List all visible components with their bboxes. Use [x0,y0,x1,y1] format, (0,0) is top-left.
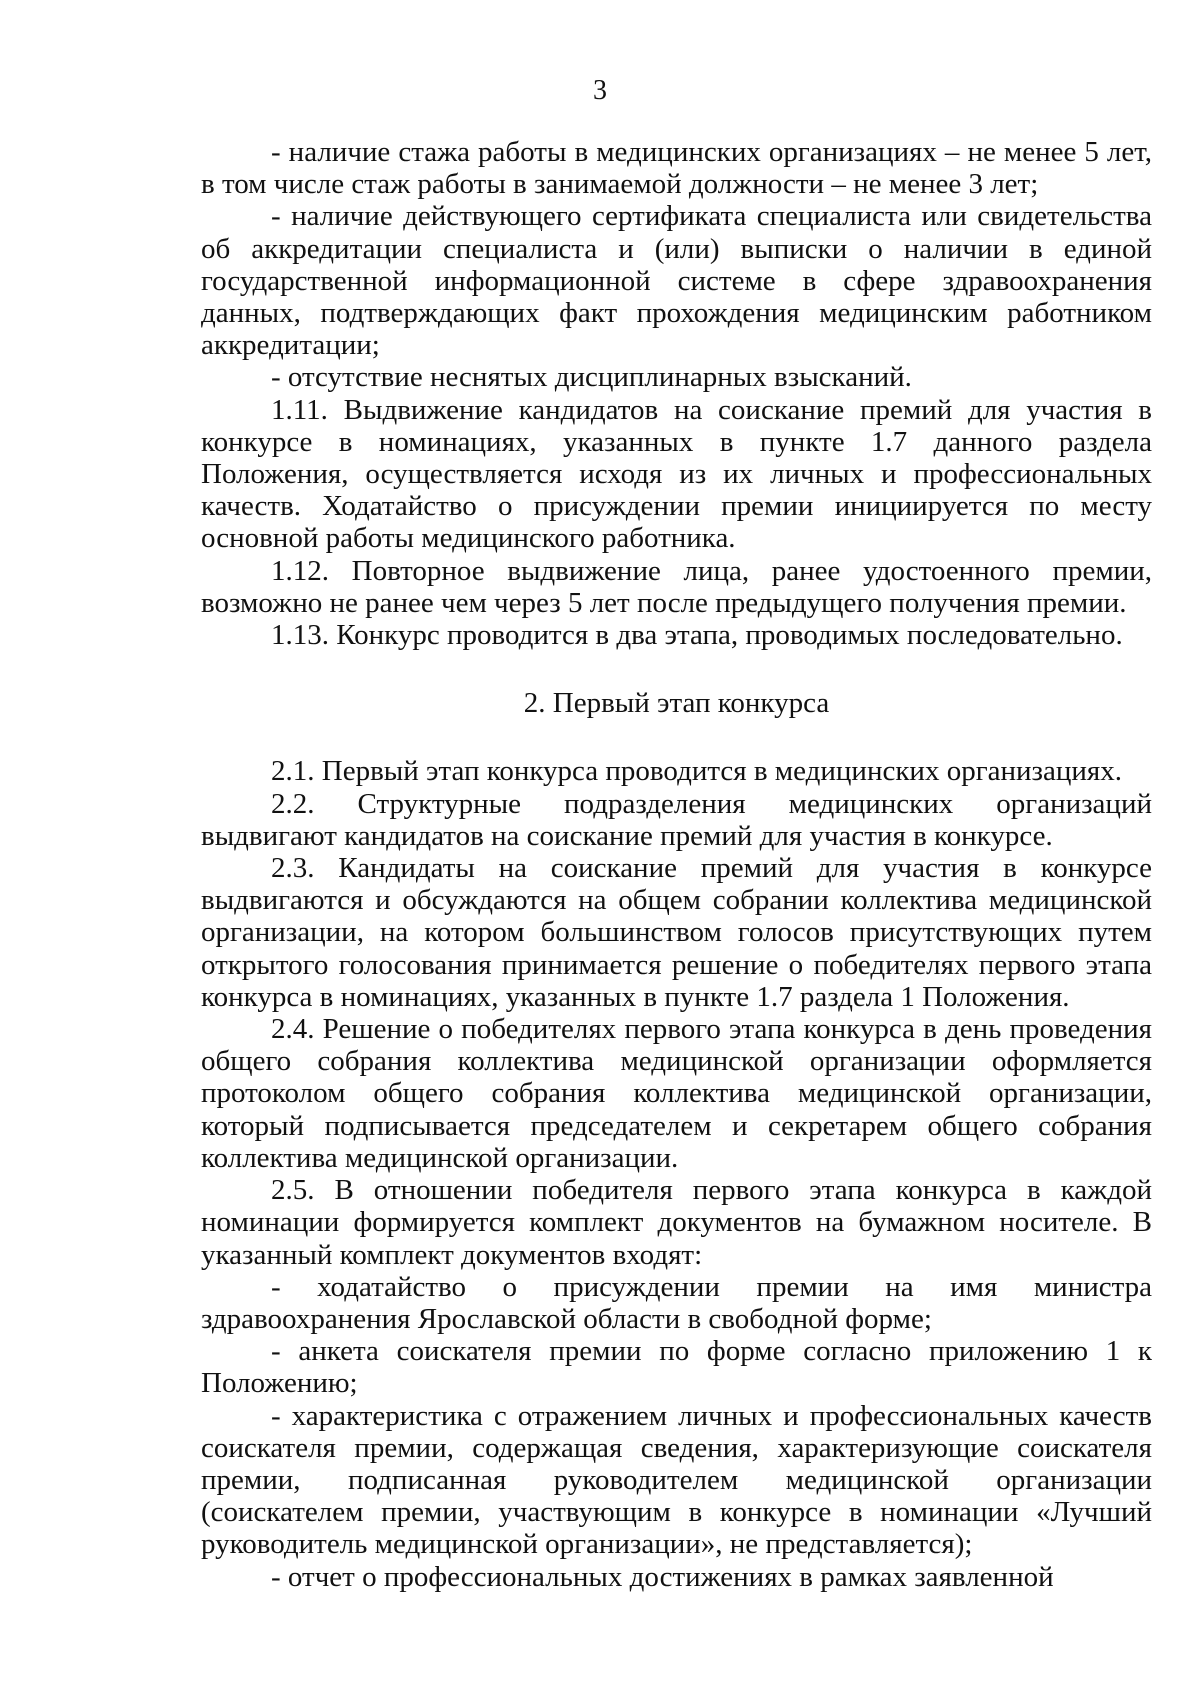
paragraph: 2.5. В отношении победителя первого этапа конкурса в каждой номинации формируется комплект документов на бумажном носителе. В указанный комплект документов входят: [201,1174,1152,1271]
paragraph: 2.2. Структурные подразделения медицинских организаций выдвигают кандидатов на соискание премий для участия в конкурсе. [201,787,1152,852]
paragraph: - отсутствие неснятых дисциплинарных взысканий. [271,361,912,394]
section-heading: 2. Первый этап конкурса [523,687,830,720]
paragraph: 2.3. Кандидаты на соискание премий для участия в конкурсе выдвигаются и обсуждаются на общем собрании коллектива медицинской организации, на котором большинством голосов присутствующих путем открытого голосования принимается решение о победителях первого этапа конкурса в номинациях, указанных в пункте 1.7 раздела 1 Положения. [201,852,1152,1013]
paragraph: - наличие стажа работы в медицинских организациях – не менее 5 лет, в том числе стаж работы в занимаемой должности – не менее 3 лет; [201,136,1152,201]
paragraph: 1.11. Выдвижение кандидатов на соискание премий для участия в конкурсе в номинациях, указанных в пункте 1.7 данного раздела Положения, осуществляется исходя из их личных и профессиональных качеств. Ходатайство о присуждении премии инициируется по месту основной работы медицинского работника. [201,393,1152,555]
paragraph: - характеристика с отражением личных и профессиональных качеств соискателя премии, содержащая сведения, характеризующие соискателя премии, подписанная руководителем медицинской организации (соискателем премии, участвующим в конкурсе в номинации «Лучший руководитель медицинской организации», не представляется); [201,1399,1152,1561]
paragraph: 2.4. Решение о победителях первого этапа конкурса в день проведения общего собрания коллектива медицинской организации оформляется протоколом общего собрания коллектива медицинской организации, который подписывается председателем и секретарем общего собрания коллектива медицинской организации. [201,1013,1152,1174]
paragraph: 1.13. Конкурс проводится в два этапа, проводимых последовательно. [271,619,1123,652]
paragraph: - ходатайство о присуждении премии на имя министра здравоохранения Ярославской области в свободной форме; [201,1270,1152,1335]
document-body [201,136,1152,1593]
paragraph: 1.12. Повторное выдвижение лица, ранее удостоенного премии, возможно не ранее чем через 5 лет после предыдущего получения премии. [201,554,1152,619]
paragraph: - отчет о профессиональных достижениях в рамках заявленной [271,1560,1054,1593]
page-number: 3 [593,75,607,106]
paragraph: - наличие действующего сертификата специалиста или свидетельства об аккредитации специалиста и (или) выписки о наличии в единой государственной информационной системе в сфере здравоохранения данных, подтверждающих факт прохождения медицинским работником аккредитации; [201,200,1152,362]
paragraph: 2.1. Первый этап конкурса проводится в медицинских организациях. [271,755,1122,788]
paragraph: - анкета соискателя премии по форме согласно приложению 1 к Положению; [201,1335,1152,1400]
